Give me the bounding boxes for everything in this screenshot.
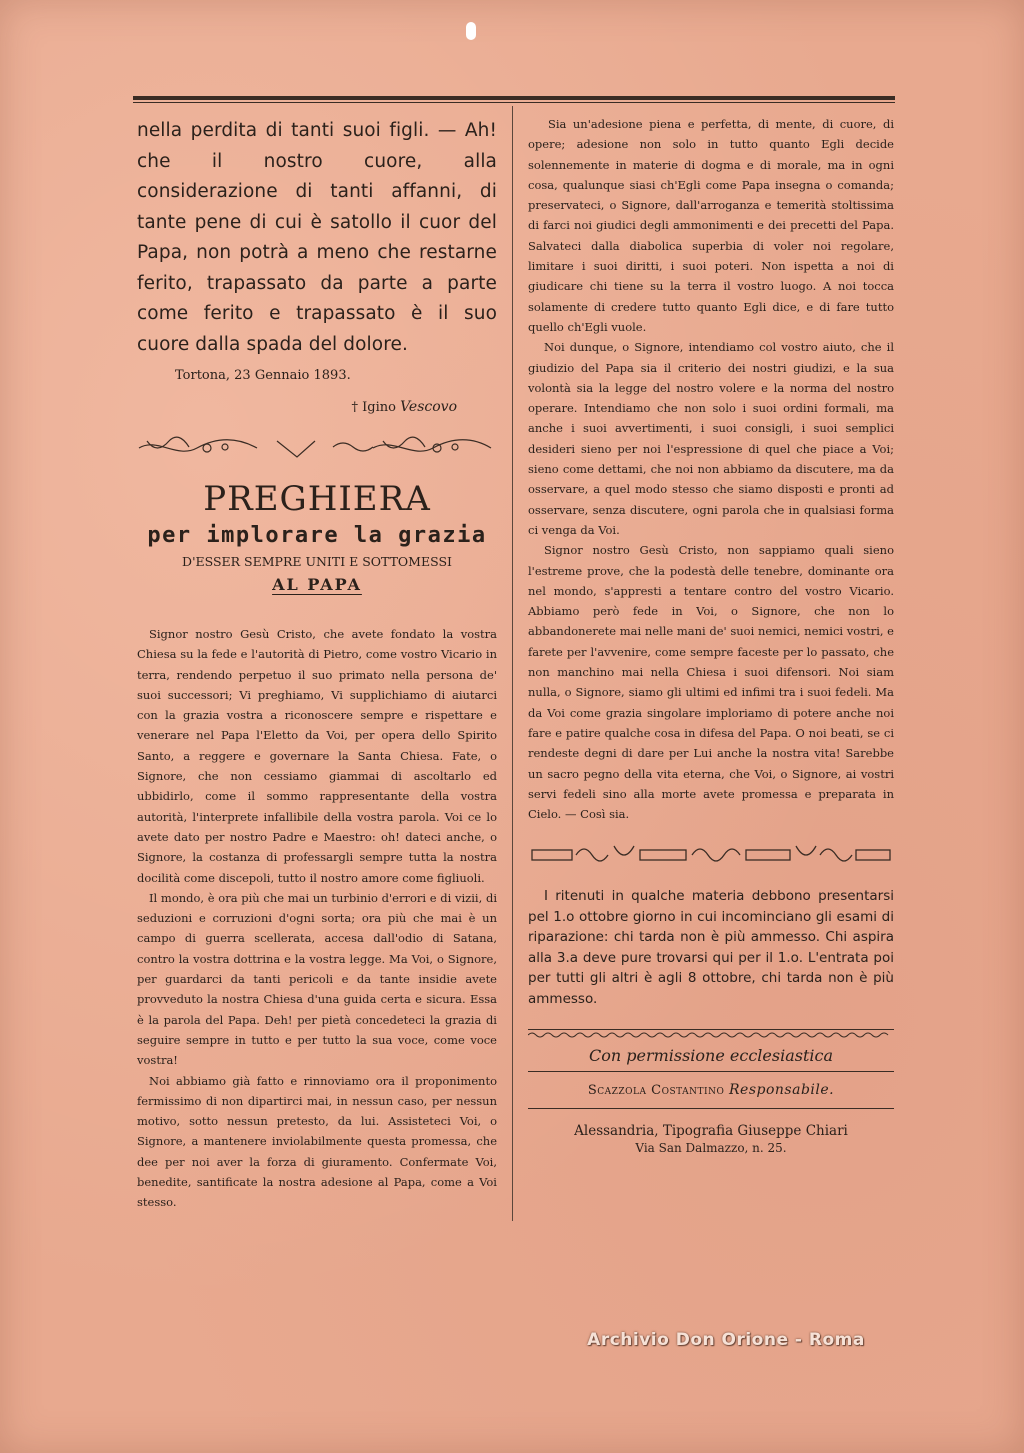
dateline: Tortona, 23 Gennaio 1893. [175,368,351,383]
exam-notice: I ritenuti in qualche materia debbono presentarsi pel 1.o ottobre giorno in cui incominciano gli esami di riparazione: chi tarda non è più ammesso. Chi aspira alla 3.a deve pure trovarsi qui per il 1.o. L'entrata poi per tutti gli altri è agli 8 ottobre, chi tarda non è più ammesso. [528,888,894,1007]
prayer-al-papa: AL PAPA [272,575,362,594]
prayer-subtitle: per implorare la grazia [147,523,487,548]
wavy-rule-icon [528,1030,894,1040]
prayer-body [137,624,497,1213]
responsible-name: Scazzola Costantino [587,1083,725,1099]
prayer-paragraph: Noi abbiamo già fatto e rinnoviamo ora il proponimento fermissimo di non dipartirci mai, in nessun caso, per nessun motivo, sotto nessun pretesto, da lui. Assisteteci Voi, o Signore, a mantenere inviolabilmente questa promessa, che dee per noi aver la forza di giuramento. Confermate Voi, benedite, santificate la nostra adesione al Papa, come a Voi stesso. [137,1073,497,1210]
rule [528,1071,894,1072]
signature-title: Vescovo [400,399,457,415]
prayer-paragraph: Il mondo, è ora più che mai un turbinio d'errori e di vizii, di seduzioni e corruzioni d'ogni sorta; ora più che mai è un campo di guerra scellerata, accesa dall'odio di Satana, contro la vostra dottrina e la vostra legge. Ma Voi, o Signore, per guardarci da tanti pericoli e da tante insidie avete provveduto la nostra Chiesa d'una guida certa e sicura. Essa è la parola del Papa. Deh! per pietà concedeteci la grazia di seguire sempre in tutto e per tutto la sua voce, come voce vostra! [137,890,497,1068]
archive-watermark: Archivio Don Orione - Roma [587,1330,865,1350]
prayer-continuation-paragraph: Noi dunque, o Signore, intendiamo col vostro aiuto, che il giudizio del Papa sia il criterio dei nostri giudizi, e la sua volontà sia la legge del nostro volere e la norma del nostro operare. Intendiamo che non solo i suoi ordini formali, ma anche i suoi avvertimenti, i suoi consigli, i suoi semplici desideri sieno per noi l'espressione di quel che piace a Voi; sieno come dettami, che noi non abbiamo da discutere, ma da osservare, a quel modo stesso che siamo disposti e pronti ad osservare, senza discutere, ogni parola che in qualsiasi forma ci venga da Voi. [528,340,894,537]
signature-name: † Igino [351,400,396,415]
prayer-continuation-paragraph: Sia un'adesione piena e perfetta, di mente, di cuore, di opere; adesione non solo in tutto quanto Egli decide solennemente in materie di dogma e di morale, ma in ogni cosa, qualunque siasi ch'Egli come Papa insegna o comanda; preservateci, o Signore, dall'arroganza e temerità stoltissima di farci noi giudici degli ammonimenti e dei precetti del Papa. Salvateci dalla diabolica superbia di voler noi regolare, limitare i suoi diritti, i suoi poteri. Non ispetta a noi di giudicare chi tiene su la terra il vostro luogo. A noi tocca solamente di credere tutto quanto Egli dice, e di fare tutto quello ch'Egli vuole. [528,117,894,334]
punch-hole [466,22,476,40]
column-divider [512,106,513,1221]
ornament-divider-icon [137,435,493,461]
top-rule [133,96,895,100]
responsible-role: Responsabile. [729,1082,835,1099]
top-rule-thin [133,102,895,103]
prayer-subsubtitle: D'ESSER SEMPRE UNITI E SOTTOMESSI [182,554,452,569]
continued-text: nella perdita di tanti suoi figli. — Ah! che il nostro cuore, alla considerazione di tanti affanni, di tante pene di cui è satollo il cuor del Papa, non potrà a meno che restarne ferito, trapassato da parte a parte come ferito e trapassato è il suo cuore dalla spada del dolore. [137,120,497,355]
printer: Alessandria, Tipografia Giuseppe Chiari [574,1123,848,1140]
ecclesiastical-permission: Con permissione ecclesiastica [588,1046,834,1066]
prayer-title: PREGHIERA [203,479,431,519]
ornament-band-icon [528,838,894,872]
responsible-line [528,1082,894,1098]
prayer-paragraph: Signor nostro Gesù Cristo, che avete fondato la vostra Chiesa su la fede e l'autorità di Pietro, come vostro Vicario in terra, rendendo perpetuo il suo primato nella persona de' suoi successori; Vi preghiamo, Vi supplichiamo di aiutarci con la grazia vostra a riconoscere sempre e rispettare e venerare nel Papa l'Eletto da Voi, per opera dello Spirito Santo, a reggere e governare la Santa Chiesa. Fate, o Signore, che non cessiamo giammai di ascoltarlo ed ubbidirlo, come il sommo rappresentante della vostra autorità, l'interprete infallibile della vostra parola. Voi ce lo avete dato per nostro Padre e Maestro: oh! dateci anche, o Signore, la costanza di professargli sempre tutta la nostra docilità come discepoli, tutto il nostro amore come figliuoli. [137,627,497,885]
left-column [137,110,497,1213]
signature [137,399,457,415]
prayer-continuation-paragraph: Signor nostro Gesù Cristo, non sappiamo quali sieno l'estreme prove, che la podestà delle tenebre, dominante ora nel mondo, s'appresti a tentare contro del vostro Vicario. Abbiamo però fede in Voi, o Signore, che non lo abbandonerete mai nelle mani de' suoi nemici, nemici vostri, e farete per l'avvenire, come sempre faceste per lo passato, che non manchino mai nella Chiesa i suoi difensori. Noi siam nulla, o Signore, siamo gli ultimi ed infimi tra i suoi fedeli. Ma da Voi come grazia singolare imploriamo di potere anche noi fare e patire qualche cosa in difesa del Papa. O noi beati, se ci rendeste degni di dare per Lui anche la nostra vita! Sarebbe un sacro pegno della vita eterna, che Voi, o Signore, ai vostri servi fedeli sino alla morte avete promessa e preparata in Cielo. — Così sia. [528,543,894,822]
printer-address: Via San Dalmazzo, n. 25. [635,1141,787,1156]
right-column [528,114,894,1155]
rule [528,1108,894,1109]
